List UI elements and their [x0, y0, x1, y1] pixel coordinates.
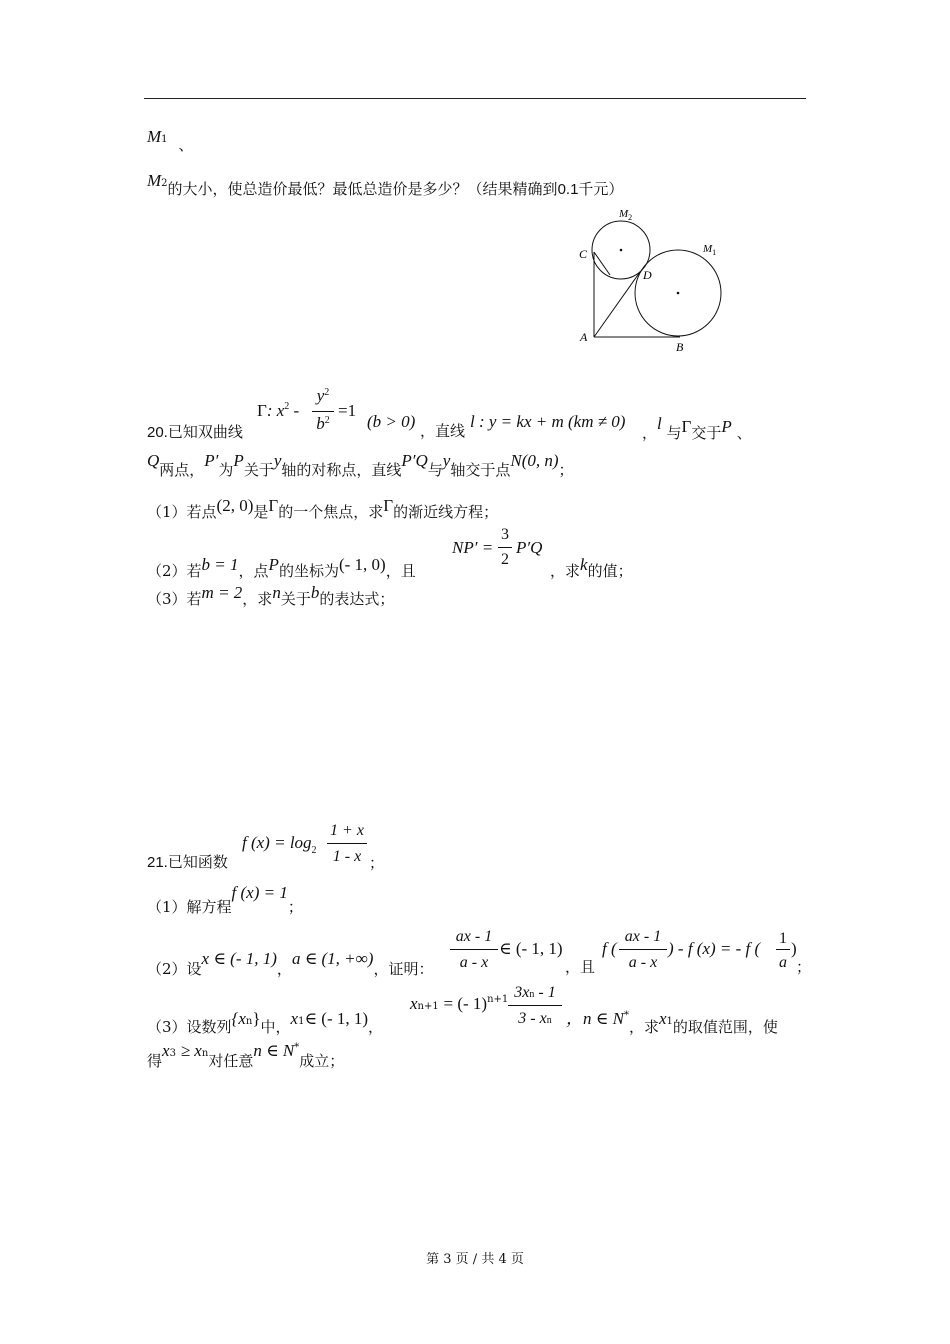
q21-part2-frac2-den: a - x — [628, 954, 658, 971]
q19-question: M2的大小，使总造价最低？最低总造价是多少？（结果精确到0.1千元） — [147, 171, 624, 198]
q21-part3-rec-den: 3 - xn — [518, 1010, 552, 1027]
circle-m2-center — [620, 249, 623, 252]
q21-part2-semi: ； — [796, 958, 812, 976]
q20-part3: （3）若m = 2，求n关于b的表达式； — [147, 583, 395, 608]
q20-curve-frac-den: $b^2$ — [316, 414, 330, 433]
q20-curve-rhs: =1 — [338, 401, 357, 420]
q21-part2-frac3-den: a — [779, 954, 787, 971]
q21-part2-frac1-num: ax - 1 — [455, 928, 493, 945]
circle-m1-center — [677, 292, 680, 295]
q19-m1: M1 、 — [147, 127, 194, 154]
q21-func-semi: ； — [369, 854, 385, 872]
q21-part2-frac2-bar — [619, 949, 667, 950]
label-b: B — [676, 340, 684, 354]
label-m2: $M_2$ — [619, 208, 633, 222]
q21-part2: （2）设x ∈ (- 1, 1)，a ∈ (1, +∞)，证明： — [147, 949, 434, 978]
q21-part2-frac1-den: a - x — [459, 954, 489, 971]
segment-ad — [594, 272, 640, 337]
q21-part1: （1）解方程f (x) = 1； — [147, 883, 303, 916]
q21-part2-frac1-bar — [450, 949, 498, 950]
q21-part2-frac3-bar — [776, 949, 790, 950]
q21-part2-and: ，且 — [565, 958, 596, 976]
q21-func-frac-den: 1 - x — [332, 848, 362, 865]
q20-part1: （1）若点(2, 0)是Γ的一个焦点，求Γ的渐近线方程； — [147, 496, 499, 521]
q21-part2-close: ) — [791, 939, 797, 958]
q20-curve: Γ: $x^2$ - — [257, 401, 300, 420]
q21-func-lhs: f $(x) = \log_2$ — [242, 833, 317, 856]
q20-part2-frac-bar — [498, 547, 512, 548]
q20-part2-ask: ，求k的值； — [550, 555, 633, 580]
q20-part2-frac-den: 2 — [501, 551, 509, 568]
q21-part2-in-range: ∈ (- 1, 1) — [499, 939, 563, 958]
label-c: C — [579, 247, 588, 261]
q20-curve-cond: (b > 0) — [367, 412, 416, 431]
geometry-figure — [570, 200, 740, 360]
label-d: D — [643, 268, 652, 282]
header-rule — [144, 98, 806, 99]
q21-part2-frac2-num: ax - 1 — [624, 928, 662, 945]
label-m1: $M_1$ — [703, 243, 717, 257]
q21-part2-mid: ) - f (x) = - f ( — [668, 939, 761, 958]
q20-line-rest: ，l 与Γ交于P 、 — [642, 414, 752, 442]
q21-intro: 21.已知函数 — [147, 853, 228, 871]
q21-part3-rec-lhs: xn+1 = (- 1)$^{n+1}$ — [410, 994, 509, 1013]
q20-curve-frac-num: $y^2$ — [316, 386, 330, 405]
label-a: A — [580, 330, 588, 344]
q20-intro: 20.已知双曲线 — [147, 423, 243, 441]
q20-part2: （2）若b = 1，点P的坐标为(- 1, 0)，且 — [147, 555, 416, 580]
q21-part3-rec-num: 3xn - 1 — [514, 984, 556, 1001]
q20-curve-frac-bar — [312, 411, 334, 412]
q21-part3-tail: ，n ∈ N*，求x1的取值范围，使 — [566, 1009, 778, 1036]
q20-part2-frac-num: 3 — [501, 526, 509, 543]
page-footer: 第 3 页 / 共 4 页 — [426, 1252, 524, 1267]
q20-part2-np: NP′ = — [452, 538, 494, 557]
q20-line2: Q两点，P′为P关于y轴的对称点，直线P′Q与y轴交于点N(0, n)； — [147, 451, 574, 479]
q21-part2-f-open: f ( — [602, 939, 617, 958]
q21-part3-line1: （3）设数列{xn}中，x1∈ (- 1, 1)， — [147, 1009, 384, 1036]
q21-part2-frac3-num: 1 — [779, 930, 787, 947]
q20-part2-pq: P′Q — [516, 538, 543, 557]
q21-part3-line2: 得x3 ≥ xn对任意n ∈ N*成立； — [147, 1041, 345, 1070]
q21-func-frac-bar — [327, 843, 367, 844]
q20-line-eq: l : y = kx + m (km ≠ 0) — [470, 412, 626, 431]
q21-func-frac-num: 1 + x — [330, 822, 364, 839]
q20-line-text: ，直线 — [420, 422, 466, 440]
q21-part3-rec-bar — [508, 1005, 562, 1006]
